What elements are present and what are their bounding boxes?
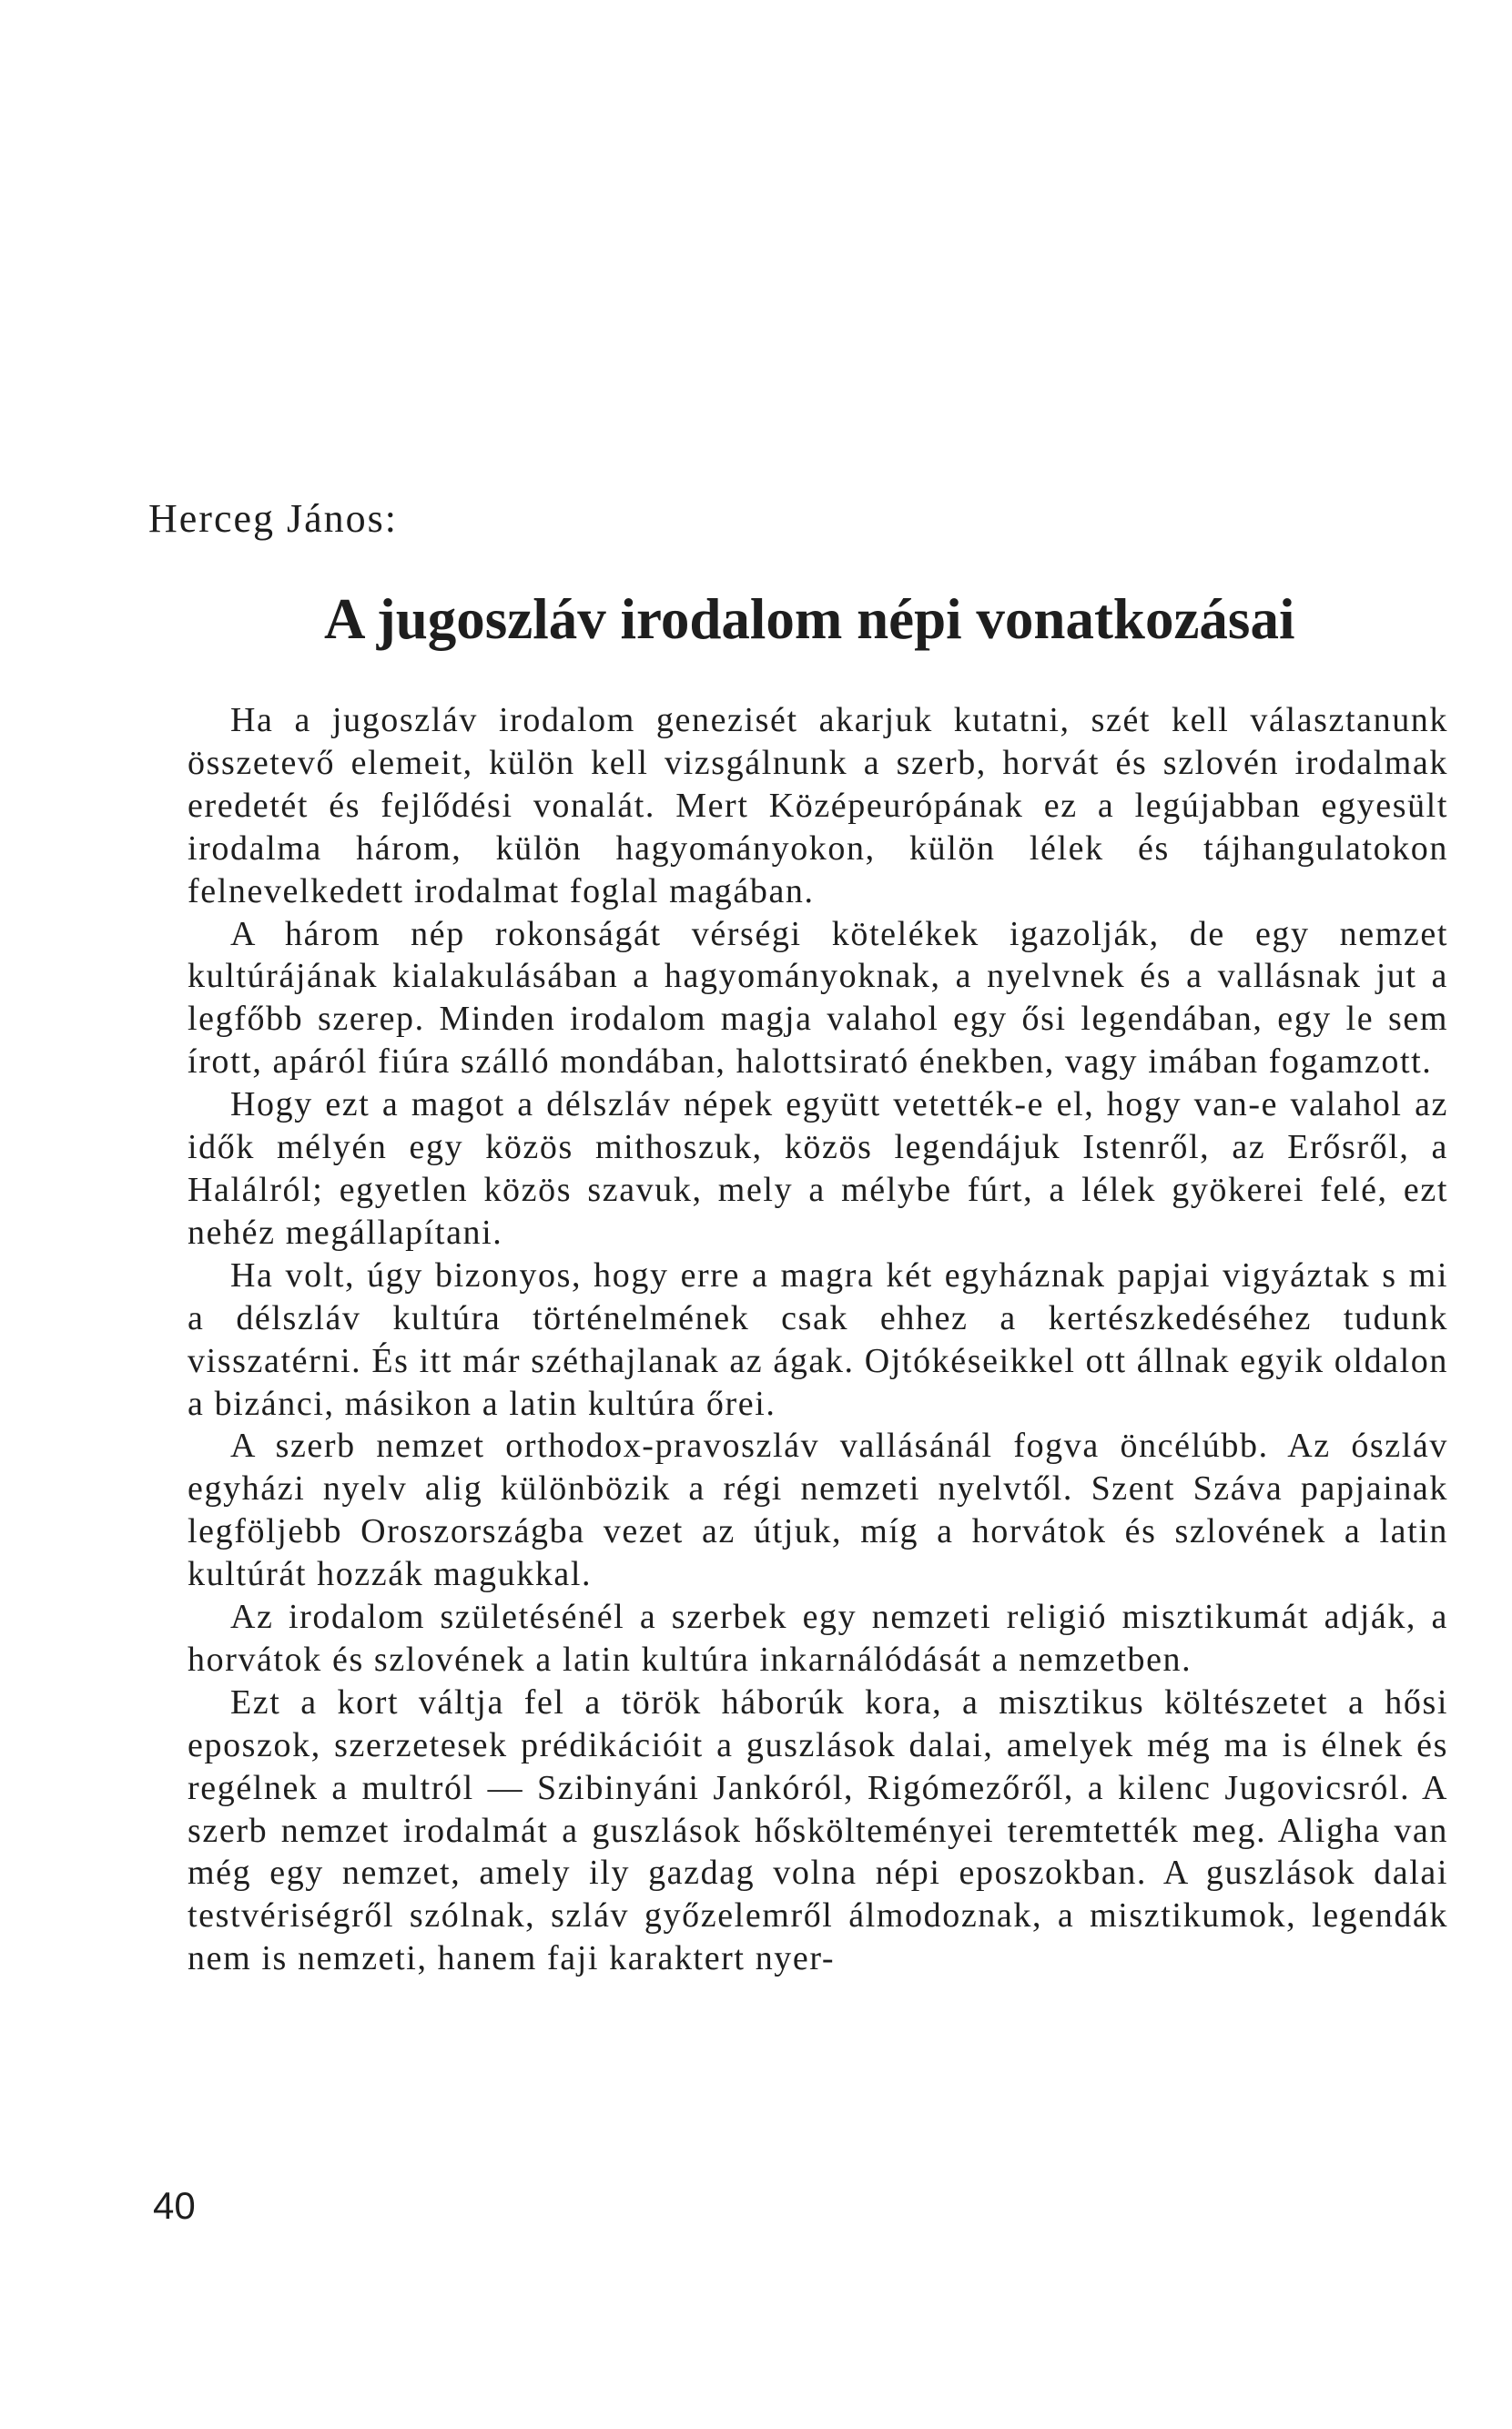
paragraph: Ha volt, úgy bizonyos, hogy erre a magra két egyháznak papjai vigyáztak s mi a délszláv kultúra történelmének csak ehhez a kertészkedéséhez tudunk visszatérni. És itt már széthajlanak az ágak. Ojtókéseikkel ott állnak egyik oldalon a bizánci, másikon a latin kultúra őrei.: [188, 1255, 1448, 1423]
paragraph: Az irodalom születésénél a szerbek egy nemzeti religió misztikumát adják, a horvátok és szlovének a latin kultúra inkarnálódását a nemzetben.: [188, 1598, 1448, 1679]
article-title: A jugoszláv irodalom népi vonatkozásai: [324, 587, 1295, 651]
paragraph: Ezt a kort váltja fel a török háborúk kora, a misztikus költészetet a hősi eposzok, szerzetesek prédikációit a guszlások dalai, amelyek még ma is élnek és regélnek a multról — Szibinyáni Jankóról, Rigómezőről, a kilenc Jugovicsról. A szerb nemzet irodalmát a guszlások hőskölteményei teremtették meg. Aligha van még egy nemzet, amely ily gazdag volna népi eposzokban. A guszlások dalai testvériségről szólnak, szláv győzelemről álmodoznak, a misztikumok, legendák nem is nemzeti, hanem faji karaktert nyer-: [188, 1682, 1448, 1978]
page-number: 40: [153, 2184, 196, 2227]
paragraph: Hogy ezt a magot a délszláv népek együtt vetették-e el, hogy van-e valahol az idők mélyén egy közös mithoszuk, közös legendájuk Istenről, az Erősről, a Halálról; egyetlen közös szavuk, mely a mélybe fúrt, a lélek gyökerei felé, ezt nehéz megállapítani.: [188, 1085, 1448, 1252]
author-name: Herceg János:: [148, 496, 399, 541]
paragraph: A szerb nemzet orthodox-pravoszláv vallásánál fogva öncélúbb. Az ószláv egyházi nyelv alig különbözik a régi nemzeti nyelvtől. Szent Száva papjainak legföljebb Oroszországba vezet az útjuk, míg a horvátok és szlovének a latin kultúrát hozzák magukkal.: [188, 1427, 1448, 1594]
article-body: [188, 699, 1448, 1980]
paragraph: A három nép rokonságát vérségi kötelékek igazolják, de egy nemzet kultúrájának kialakulásában a hagyományoknak, a nyelvnek és a vallásnak jut a legfőbb szerep. Minden irodalom magja valahol egy ősi legendában, egy le sem írott, apáról fiúra szálló mondában, halottsirató énekben, vagy imában fogamzott.: [188, 914, 1448, 1082]
paragraph: Ha a jugoszláv irodalom genezisét akarjuk kutatni, szét kell választanunk összetevő elemeit, külön kell vizsgálnunk a szerb, horvát és szlovén irodalmak eredetét és fejlődési vonalát. Mert Középeurópának ez a legújabban egyesült irodalma három, külön hagyományokon, külön lélek és tájhangulatokon felnevelkedett irodalmat foglal magában.: [188, 701, 1448, 910]
